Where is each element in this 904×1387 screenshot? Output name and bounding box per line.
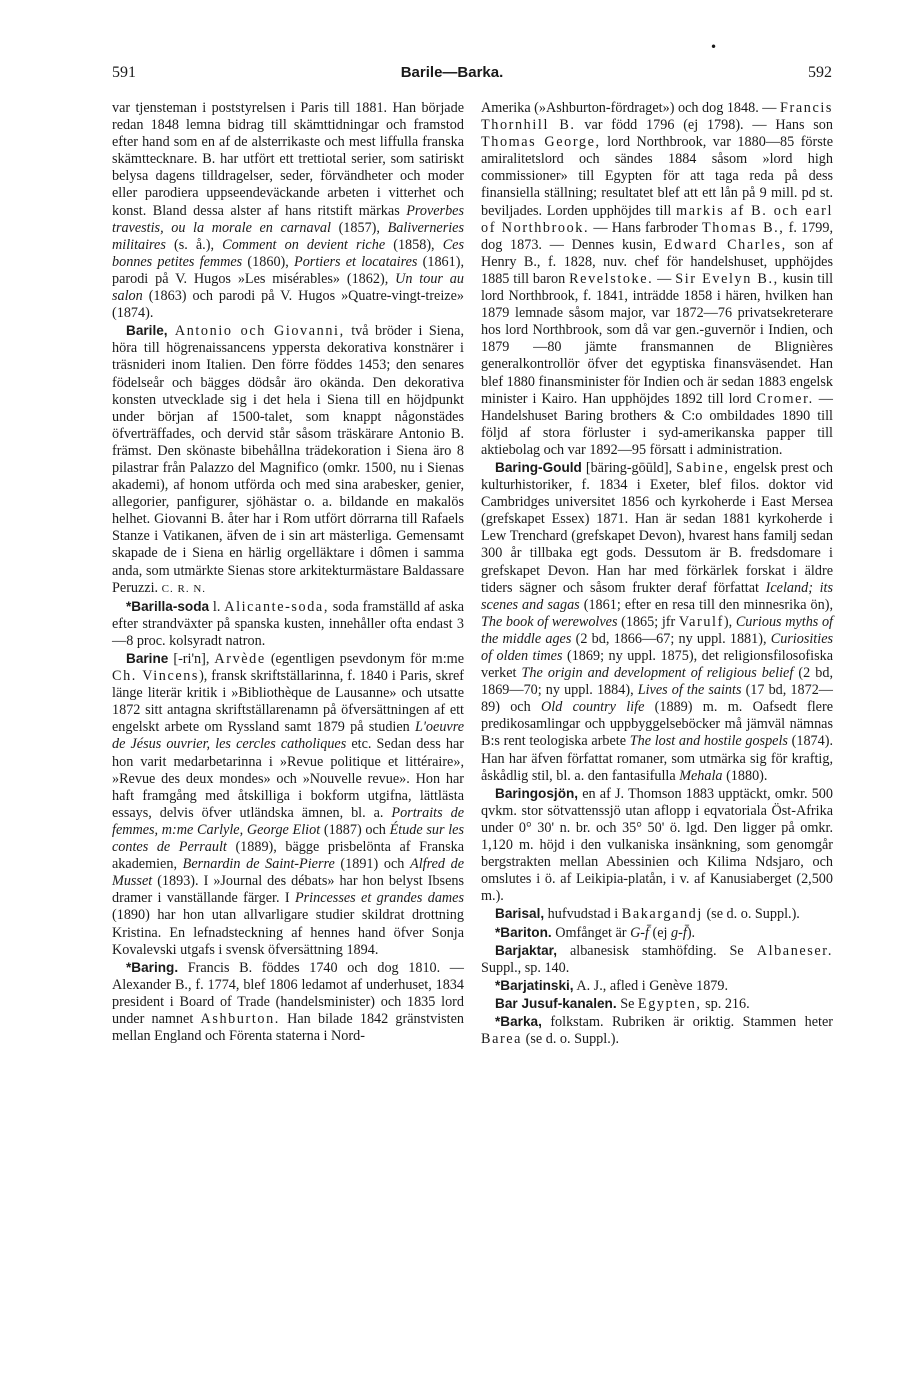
entry-bariton: *Bariton. Omfånget är G-f̄ (ej g-f̄).	[495, 924, 696, 941]
entry-barile: Barile, Antonio och Giovanni, två bröder i Siena, höra till högrenaissancens yppersta dekorativa konstnärer i träsnideri inom Italien. Den förre föddes 1453; den senares födelseår och bägges dödsår äro okända. Den dekorativa konsten utvecklade sig i det hela i Siena till en höjdpunkt under början af 1500-talet, som knappt någonstädes öfverträffades, och dervid står såsom träskärare Antonio B. främst. Den skönaste bibehållna trädekoration i Siena äro 8 pilastrar från Palazzo del Magnifico (omkr. 1500, nu i Sienas akademi), af honom utförda och med sina arabesker, genier, allegorier, panfigurer, sjöhästar o. a. bildande en makalös helhet. Giovanni B. åter har i Rom utfört dörrarna till Rafaels Stanze i Vatikanen, äfven de i sin art mästerliga. Gemensamt skapade de i Siena en härlig orgelläktare i dômen i samma anda, som utmärkte Sienas store arkitekturmästare Baldassare Peruzzi. C. R. N.	[112, 323, 464, 596]
entry-barilla-soda: *Barilla-soda l. Alicante-soda, soda framställd af aska efter strandväxter på spanska kusten, innehåller ofta endast 3—8 proc. kolsyradt natron.	[112, 598, 464, 649]
headword: Bar Jusuf-kanalen.	[495, 995, 617, 1011]
headword: Baring-Gould	[495, 459, 582, 475]
headword: Barine	[126, 651, 169, 666]
page-number-right: 592	[808, 64, 832, 81]
entry-baringosjon: Baringosjön, en af J. Thomson 1883 upptäckt, omkr. 500 qvkm. stor sötvattenssjö utan aflopp i eqvatoriala Öst-Afrika under 0° 30' n. br. och 35° 50' ö. lgd. Den ligger på omkr. 1,120 m. höjd i den vulkaniska insänkning, som genomgår bergstrakten mellan Abessinien och Kilima Ndsjaro, och omslutes i ö. af Leikipia-platån, i v. af Kanusiaberget (2,500 m.).	[481, 785, 833, 905]
page-number-left: 591	[112, 64, 136, 81]
entry-barka: *Barka, folkstam. Rubriken är oriktig. Stammen heter Barea (se d. o. Suppl.).	[481, 1013, 833, 1048]
headword: Barisal,	[495, 906, 545, 922]
headword: *Barilla-soda	[126, 598, 210, 614]
entry-barbant-continued: var tjensteman i poststyrelsen i Paris till 1881. Han började redan 1848 lemna bidrag till skämttidningar och framstod efter hand som en af de alsterrikaste och mest liffulla franska skämttecknare. B. har utfört ett trettiotal serier, som satiriskt belysa dagens tilldragelser, seder, förvändheter och moder eller parodiera uppseendeväckande arbeten i vitterhet och konst. Bland dessa alster af hans ritstift märkas Proverbes travestis, ou la morale en carnaval (1857), Baliverneries militaires (s. å.), Comment on devient riche (1858), Ces bonnes petites femmes (1860), Portiers et locataires (1861), parodi på V. Hugos »Les misérables» (1862), Un tour au salon (1863) och parodi på V. Hugos »Quatre-vingt-treize» (1874).	[112, 100, 465, 322]
headword: *Bariton.	[495, 924, 552, 940]
running-title: Barile—Barka.	[400, 64, 504, 81]
headword: Barjaktar,	[495, 942, 557, 958]
left-column	[112, 100, 464, 1045]
headword: Barile,	[126, 323, 168, 339]
headword: Baringosjön,	[495, 785, 579, 801]
headword: *Barka,	[495, 1013, 542, 1029]
entry-barine: Barine [-ri'n], Arvède (egentligen psevdonym för m:me Ch. Vincens), fransk skriftställarinna, f. 1840 i Paris, skref länge literär kritik i »Bibliothèque de Lausanne» och utsatte 1872 sitt antagna skriftställarenamn på öfversättningen af ett engelskt arbete om Ryssland samt 1879 på studien L'oeuvre de Jésus ouvrier, les cercles catholiques etc. Sedan dess har hon varit medarbetarinna i »Revue politique et littéraire», »Revue des deux mondes» och »Nouvelle revue». Hon har haft framgång med åtskilliga i bokform utgifna, lättlästa essays, delvis öfver utländska ämnen, bl. a. Portraits de femmes, m:me Carlyle, George Eliot (1887) och Étude sur les contes de Perrault (1889), bägge prisbelönta af Franska akademien, Bernardin de Saint-Pierre (1891) och Alfred de Musset (1893). I »Journal des débats» har hon belyst Ibsens dramer i vanställande färger. I Princesses et grandes dames (1890) har hon utan allvarligare studier skildrat drottning Kristina. En lefnadsteckning af hennes hand öfver Sonja Kovalevski utgafs i svensk öfversättning 1894.	[112, 651, 465, 958]
margin-mark: •	[710, 40, 718, 54]
headword: *Barjatinski,	[495, 977, 574, 993]
entry-barjaktar: Barjaktar, albanesisk stamhöfding. Se Albaneser. Suppl., sp. 140.	[481, 942, 833, 976]
entry-baring: *Baring. Francis B. föddes 1740 och dog 1810. — Alexander B., f. 1774, blef 1806 ledamot af underhuset, 1834 president i Board of Trade (handelsminister) och 1835 lord under namnet Ashburton. Han bilade 1842 gränstvisten mellan England och Förenta staterna i Nord-	[112, 959, 464, 1045]
author-signature: C. R. N.	[161, 582, 207, 595]
entry-baring-gould: Baring-Gould [bäring-gōūld], Sabine, engelsk prest och kulturhistoriker, f. 1834 i Exeter, blef filos. doktor vid Cambridges universitet 1856 och kyrkoherde i East Mersea (grefskapet Essex) 1871. Han är sedan 1881 kyrkoherde i Lew Trenchard (grefskapet Devon), hvarest hans familj sedan 300 år tillbaka egt gods. Dessutom är B. fredsdomare i grefskapet Devon. Han har med förkärlek forskat i äldre tiders sägner och såsom frukter deraf författat Iceland; its scenes and sagas (1861; efter en resa till den minnesrika ön), The book of werewolves (1865; jfr Varulf), Curious myths of the middle ages (2 bd, 1866—67; ny uppl. 1881), Curiosities of olden times (1869; ny uppl. 1875), det religionsfilosofiska verket The origin and development of religious belief (2 bd, 1869—70; ny uppl. 1884), Lives of the saints (17 bd, 1872—89) och Old country life (1889) m. m. Oafsedt flere predikosamlingar och uppbyggelseböcker må jämväl nämnas B:s rent teologiska arbete The lost and hostile gospels (1874). Han har äfven författat romaner, som utmärka sig för kraftig, åskådlig stil, bl. a. den fantasifulla Mehala (1880).	[481, 459, 834, 784]
entry-baring-continued: Amerika (»Ashburton-fördraget») och dog 1848. — Francis Thornhill B. var född 1796 (ej 1798). — Hans son Thomas George, lord Northbrook, var 1880—85 förste amiralitetslord och sändes 1884 såsom »lord high commissioner» till Egypten för att taga reda på dess finansiella ställning; resultatet blef att ett lån på 9 mill. pd st. beviljades. Lorden upphöjdes till markis af B. och earl of Northbrook. — Hans farbroder Thomas B., f. 1799, dog 1873. — Dennes kusin, Edward Charles, son af Henry B., f. 1828, nuv. chef för handelshuset, upphöjdes 1885 till baron Revelstoke. — Sir Evelyn B., kusin till lord Northbrook, f. 1841, inträdde 1858 i hären, hvilken han 1879 lemnade såsom major, var 1872—76 privatsekreterare hos lord Northbrook, som då var gen.-guvernör i Indien, och 1879 —80 jämte fransmannen de Blignières generalkontrollör öfver det egyptiska finansväsendet. Han blef 1880 finansminister för Indien och är sedan 1883 engelsk minister i Kairo. Han upphöjdes 1892 till lord Cromer. — Handelshuset Baring brothers & C:o ombildades 1890 till följd af stora förluster i syd-amerikanska papper till aktiebolag och var 1892—95 försatt i administration.	[481, 100, 834, 458]
entry-barisal: Barisal, hufvudstad i Bakargandj (se d. o. Suppl.).	[495, 906, 800, 923]
entry-bar-jusuf-kanalen: Bar Jusuf-kanalen. Se Egypten, sp. 216.	[495, 995, 750, 1012]
headword: *Baring.	[126, 959, 179, 975]
entry-barjatinski: *Barjatinski, A. J., afled i Genève 1879.	[495, 977, 729, 994]
right-column	[481, 100, 833, 1048]
